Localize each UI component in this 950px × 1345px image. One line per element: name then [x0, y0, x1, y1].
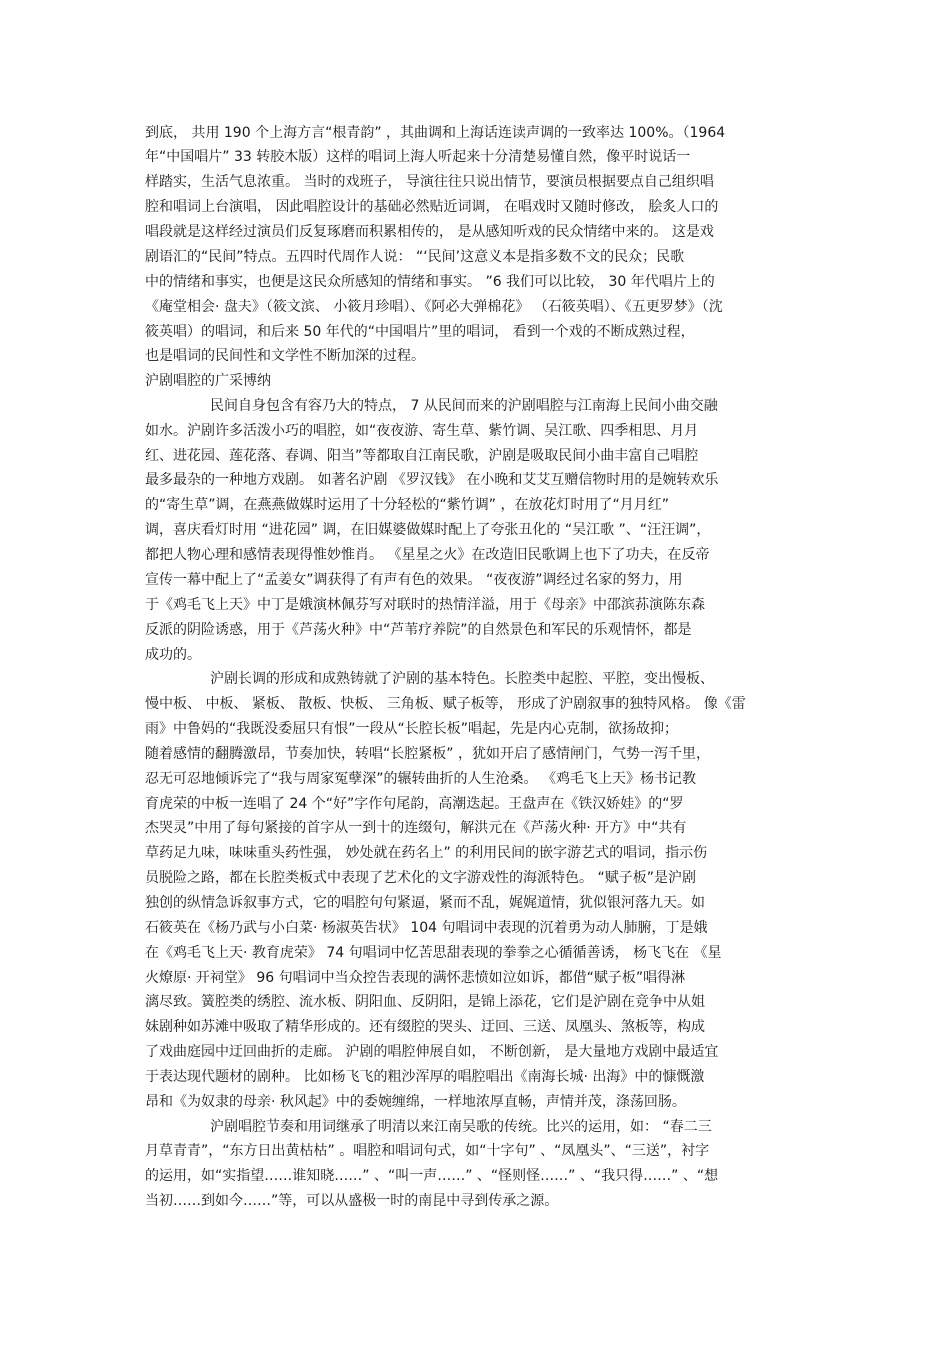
text-line: 中的情绪和事实，也便是这民众所感知的情绪和事实。 ”6 我们可以比较， 30 年代唱片上的 — [145, 274, 715, 290]
text-line: 筱英唱）的唱词，和后来 50 年代的“中国唱片”里的唱词， 看到一个戏的不断成熟过程， — [145, 324, 695, 340]
text-line: 民间自身包含有容乃大的特点， 7 从民间而来的沪剧唱腔与江南海上民间小曲交融 — [210, 398, 718, 414]
text-line: 成功的。 — [145, 647, 201, 663]
text-line: 唱段就是这样经过演员们反复琢磨而积累相传的， 是从感知听戏的民众情绪中来的。 这是戏 — [145, 224, 714, 240]
text-line: 也是唱词的民间性和文学性不断加深的过程。 — [145, 348, 425, 364]
text-line: 草药足九味，味味重头药性强， 妙处就在药名上” 的利用民间的嵌字游艺式的唱词，指示伤 — [145, 845, 708, 861]
text-line: 漓尽致。簧腔类的绣腔、流水板、阴阳血、反阴阳，是锦上添花，它们是沪剧在竞争中从姐 — [145, 994, 705, 1010]
section-heading: 沪剧唱腔的广采博纳 — [145, 373, 271, 389]
text-line: 都把人物心理和感情表现得惟妙惟肖。 《星星之火》在改造旧民歌调上也下了功夫，在反帝 — [145, 547, 710, 563]
text-line: 石筱英在《杨乃武与小白菜· 杨淑英告状》 104 句唱词中表现的沉着勇为动人肺腑，丁是娥 — [145, 920, 708, 936]
text-line: 剧语汇的“民间”特点。五四时代周作人说： “‘民间’这意义本是指多数不文的民众；民歌 — [145, 249, 685, 265]
text-line: 沪剧长调的形成和成熟铸就了沪剧的基本特色。长腔类中起腔、平腔，变出慢板、 — [210, 671, 714, 687]
text-line: 样踏实，生活气息浓重。 当时的戏班子， 导演往往只说出情节，要演员根据要点自己组织唱 — [145, 174, 714, 190]
text-line: 在《鸡毛飞上天· 教育虎荣》 74 句唱词中忆苦思甜表现的拳拳之心循循善诱， 杨飞飞在 《星 — [145, 945, 722, 961]
text-line: 的“寄生草”调，在燕燕做媒时运用了十分轻松的“紫竹调” ，在放花灯时用了“月月红” — [145, 497, 669, 513]
text-line: 育虎荣的中板一连唱了 24 个“好”字作句尾韵，高潮迭起。王盘声在《铁汉娇娃》的“罗 — [145, 796, 684, 812]
text-line: 反派的阴险诱惑，用于《芦荡火种》中“芦苇疗养院”的自然景色和军民的乐观情怀，都是 — [145, 622, 692, 638]
text-line: 火燎原· 开祠堂》 96 句唱词中当众控告表现的满怀悲愤如泣如诉，都借“赋子板”唱得淋 — [145, 970, 686, 986]
text-line: 忍无可忍地倾诉完了“我与周家冤孽深”的辗转曲折的人生沧桑。 《鸡毛飞上天》杨书记教 — [145, 771, 696, 787]
text-line: 年“中国唱片” 33 转胶木版）这样的唱词上海人听起来十分清楚易懂自然，像平时说话一 — [145, 149, 691, 165]
text-line: 当初……到如今……”等，可以从盛极一时的南昆中寻到传承之源。 — [145, 1193, 559, 1209]
text-line: 的运用，如“实指望……谁知晓……” 、“叫一声……” 、“怪则怪……” 、“我只得……” 、“想 — [145, 1168, 719, 1184]
text-line: 员脱险之路，都在长腔类板式中表现了艺术化的文字游戏性的海派特色。 “赋子板”是沪剧 — [145, 870, 696, 886]
text-line: 于表达现代题材的剧种。 比如杨飞飞的粗沙浑厚的唱腔唱出《南海长城· 出海》中的慷慨激 — [145, 1069, 705, 1085]
text-line: 《庵堂相会· 盘夫》（筱文滨、 小筱月珍唱）、《阿必大弹棉花》 （石筱英唱）、《五更罗梦》（沈 — [145, 299, 723, 315]
text-line: 月草青青”，“东方日出黄枯枯” 。唱腔和唱词句式，如“十字句” 、“凤凰头”、“三送”，衬字 — [145, 1143, 710, 1159]
text-line: 昂和《为奴隶的母亲· 秋风起》中的委婉缠绵，一样地浓厚直畅，声情并茂，涤荡回肠。 — [145, 1094, 686, 1110]
text-line: 到底， 共用 190 个上海方言“根青韵” ，其曲调和上海话连读声调的一致率达 100%。（1964 — [145, 125, 726, 141]
text-line: 妹剧种如苏滩中吸取了精华形成的。还有缀腔的哭头、迂回、三送、凤凰头、煞板等，构成 — [145, 1019, 705, 1035]
text-line: 宣传一幕中配上了“孟姜女”调获得了有声有色的效果。 “夜夜游”调经过名家的努力，用 — [145, 572, 683, 588]
text-line: 红、进花园、莲花落、春调、阳当”等都取自江南民歌，沪剧是吸取民间小曲丰富自己唱腔 — [145, 448, 699, 464]
text-line: 最多最杂的一种地方戏剧。 如著名沪剧 《罗汉钱》 在小晚和艾艾互赠信物时用的是婉转欢乐 — [145, 472, 719, 488]
text-line: 腔和唱词上台演唱， 因此唱腔设计的基础必然贴近词调， 在唱戏时又随时修改， 脍炙人口的 — [145, 199, 719, 215]
text-line: 独创的纵情急诉叙事方式，它的唱腔句句紧逼，紧而不乱，娓娓道情，犹似银河落九天。如 — [145, 895, 705, 911]
text-line: 慢中板、 中板、 紧板、 散板、快板、 三角板、赋子板等， 形成了沪剧叙事的独特风格。 像《雷 — [145, 696, 746, 712]
text-line: 如水。沪剧许多活泼小巧的唱腔，如“夜夜游、寄生草、紫竹调、吴江歌、四季相思、月月 — [145, 423, 699, 439]
text-line: 雨》中鲁妈的“我既没委屈只有恨”一段从“长腔长板”唱起，先是内心克制，欲扬故抑； — [145, 721, 679, 737]
text-line: 沪剧唱腔节奏和用词继承了明清以来江南吴歌的传统。比兴的运用，如： “春二三 — [210, 1119, 712, 1135]
text-line: 杰哭灵”中用了每句紧接的首字从一到十的连缀句，解洪元在《芦荡火种· 开方》中“共有 — [145, 820, 687, 836]
text-line: 调，喜庆看灯时用 “进花园” 调，在旧媒婆做媒时配上了夸张丑化的 “吴江歌 ”、“汪汪调”， — [145, 522, 711, 538]
text-line: 了戏曲庭园中迂回曲折的走廊。 沪剧的唱腔伸展自如， 不断创新， 是大量地方戏剧中最适宜 — [145, 1044, 719, 1060]
text-line: 随着感情的翻腾激昂，节奏加快，转唱“长腔紧板” ，犹如开启了感情闸门，气势一泻千里， — [145, 746, 710, 762]
text-line: 于《鸡毛飞上天》中丁是娥演林佩芬写对联时的热情洋溢，用于《母亲》中邵滨荪演陈东森 — [145, 597, 705, 613]
